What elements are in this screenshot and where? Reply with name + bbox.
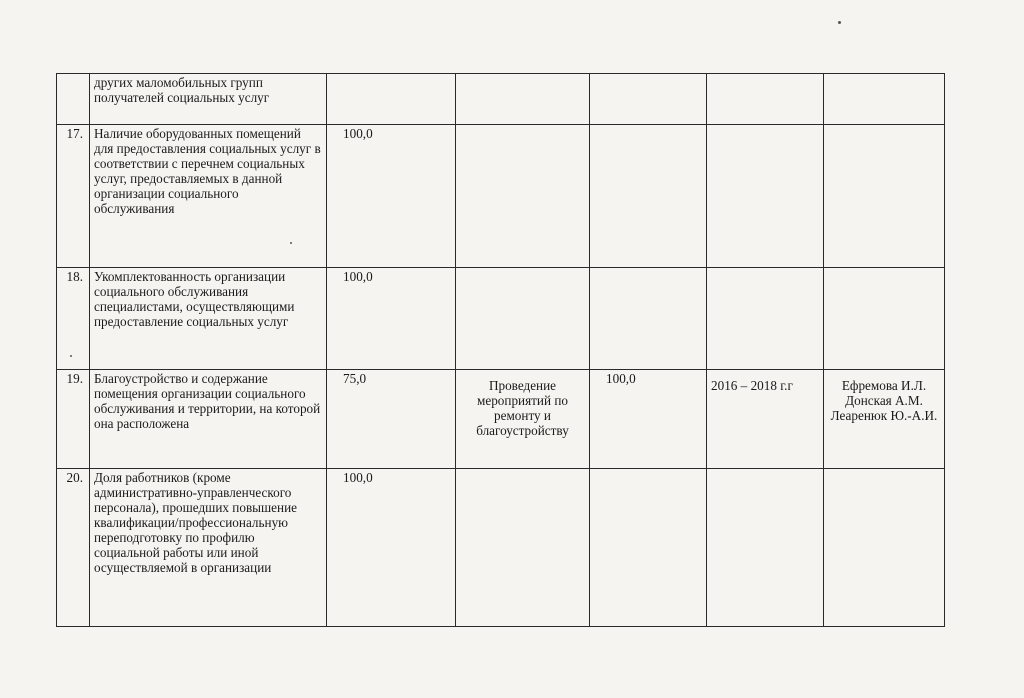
scan-speck [838,21,841,24]
term-cell [707,469,824,627]
value-cell: 100,0 [327,469,456,627]
criterion-cell: Укомплектованность организации социального обслуживания специалистами, осуществляющими предоставление социальных услуг [90,268,327,370]
row-number: 19. [57,370,90,469]
criterion-cell: Доля работников (кроме административно-управленческого персонала), прошедших повышение квалификации/профессиональную переподготовку по профилю социальной работы или иной осуществляемой в организации [90,469,327,627]
value-cell: 100,0 [327,125,456,268]
table-row [57,125,945,268]
criterion-cell: Наличие оборудованных помещений для предоставления социальных услуг в соответствии с перечнем социальных услуг, предоставляемых в данной организации социального обслуживания [90,125,327,268]
target-value-cell: 100,0 [590,370,707,469]
row-number: 20. [57,469,90,627]
value-cell: 100,0 [327,268,456,370]
row-number [57,74,90,125]
responsible-cell [824,268,945,370]
table-row [57,469,945,627]
term-cell [707,268,824,370]
term-cell: 2016 – 2018 г.г [707,370,824,469]
measures-table [56,73,945,627]
criterion-cell: Благоустройство и содержание помещения организации социального обслуживания и территории, на которой она расположена [90,370,327,469]
responsible-cell: Ефремова И.Л. Донская А.М. Леаренюк Ю.-А.И. [824,370,945,469]
measure-cell [456,268,590,370]
criterion-cell: других маломобильных групп получателей социальных услуг [90,74,327,125]
measure-cell [456,469,590,627]
value-cell: 75,0 [327,370,456,469]
target-value-cell [590,469,707,627]
responsible-cell [824,125,945,268]
measure-cell [456,125,590,268]
row-number: 17. [57,125,90,268]
term-cell [707,74,824,125]
table-row [57,268,945,370]
responsible-cell [824,74,945,125]
target-value-cell [590,125,707,268]
term-cell [707,125,824,268]
measure-cell [456,74,590,125]
responsible-cell [824,469,945,627]
value-cell [327,74,456,125]
row-number: 18. [57,268,90,370]
measure-cell: Проведение мероприятий по ремонту и благоустройству [456,370,590,469]
target-value-cell [590,268,707,370]
table-row [57,74,945,125]
table-row [57,370,945,469]
target-value-cell [590,74,707,125]
